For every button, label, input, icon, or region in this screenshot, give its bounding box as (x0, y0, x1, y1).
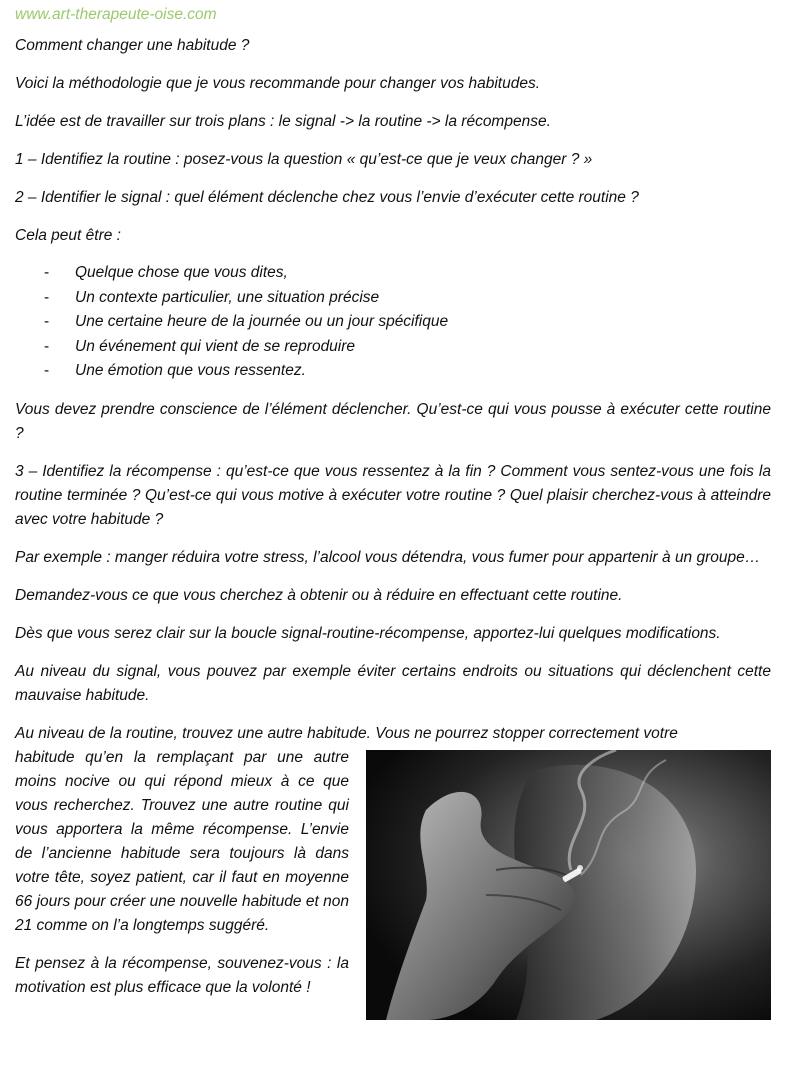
des-que-paragraph: Dès que vous serez clair sur la boucle signal-routine-récompense, apportez-lui quelques modifications. (15, 624, 721, 642)
list-item: - Un contexte particulier, une situation précise (15, 286, 771, 311)
list-item: - Une émotion que vous ressentez. (15, 359, 771, 384)
document-title: Comment changer une habitude ? (15, 37, 250, 54)
three-plans-paragraph: L’idée est de travailler sur trois plans : le signal -> la routine -> la récompense. (15, 113, 551, 130)
smoking-hand-photo (366, 750, 771, 1020)
bullet-dash: - (44, 362, 50, 379)
example-paragraph: Par exemple : manger réduira votre stress, l’alcool vous détendra, vous fumer pour appartenir à un groupe… (15, 548, 761, 566)
routine-level-heading-line: Au niveau de la routine, trouvez une autre habitude. Vous ne pourrez stopper correctement votre (15, 724, 678, 742)
demandez-paragraph: Demandez-vous ce que vous cherchez à obtenir ou à réduire en effectuant cette routine. (15, 586, 623, 604)
bullet-dash: - (44, 264, 50, 281)
step3-paragraph: 3 – Identifiez la récompense : qu’est-ce que vous ressentez à la fin ? Comment vous sentez-vous une fois la routine terminée ? Qu’est-ce qui vous motive à exécuter votre routine ? Quel plaisir cherchez-vous à atteindre avec votre habitude ? (15, 462, 771, 528)
routine-wrap-block (15, 746, 771, 1000)
list-item: - Un événement qui vient de se reproduire (15, 335, 771, 360)
step2-paragraph: 2 – Identifier le signal : quel élément déclenche chez vous l’envie d’exécuter cette routine ? (15, 189, 639, 206)
trigger-list (15, 261, 771, 384)
intro-paragraph: Voici la méthodologie que je vous recommande pour changer vos habitudes. (15, 75, 541, 92)
bullet-dash: - (44, 337, 50, 355)
step1-paragraph: 1 – Identifiez la routine : posez-vous la question « qu’est-ce que je veux changer ? » (15, 151, 593, 168)
bullet-dash: - (44, 313, 50, 330)
photo-illustration (366, 750, 771, 1020)
routine-level-paragraph: habitude qu’en la remplaçant par une autre moins nocive ou qui répond mieux à ce que vous recherchez. Trouvez une autre routine qui vous apportera la même récompense. L’envie de l’ancienne habitude sera toujours là dans votre tête, soyez patient, car il faut en moyenne 66 jours pour créer une nouvelle habitude et non 21 comme on l’a longtemps suggéré. (15, 748, 349, 934)
list-item: - Quelque chose que vous dites, (15, 261, 771, 286)
document-page (15, 0, 771, 1024)
signal-level-paragraph: Au niveau du signal, vous pouvez par exemple éviter certains endroits ou situations qui déclenchent cette mauvaise habitude. (15, 662, 771, 704)
conscience-paragraph: Vous devez prendre conscience de l’élément déclencher. Qu’est-ce qui vous pousse à exécuter cette routine ? (15, 400, 771, 442)
site-url[interactable]: www.art-therapeute-oise.com (15, 6, 217, 23)
conclusion-paragraph: Et pensez à la récompense, souvenez-vous : la motivation est plus efficace que la volonté ! (15, 954, 349, 996)
list-item: - Une certaine heure de la journée ou un jour spécifique (15, 310, 771, 335)
bullet-dash: - (44, 288, 50, 306)
cela-peut-paragraph: Cela peut être : (15, 227, 121, 244)
